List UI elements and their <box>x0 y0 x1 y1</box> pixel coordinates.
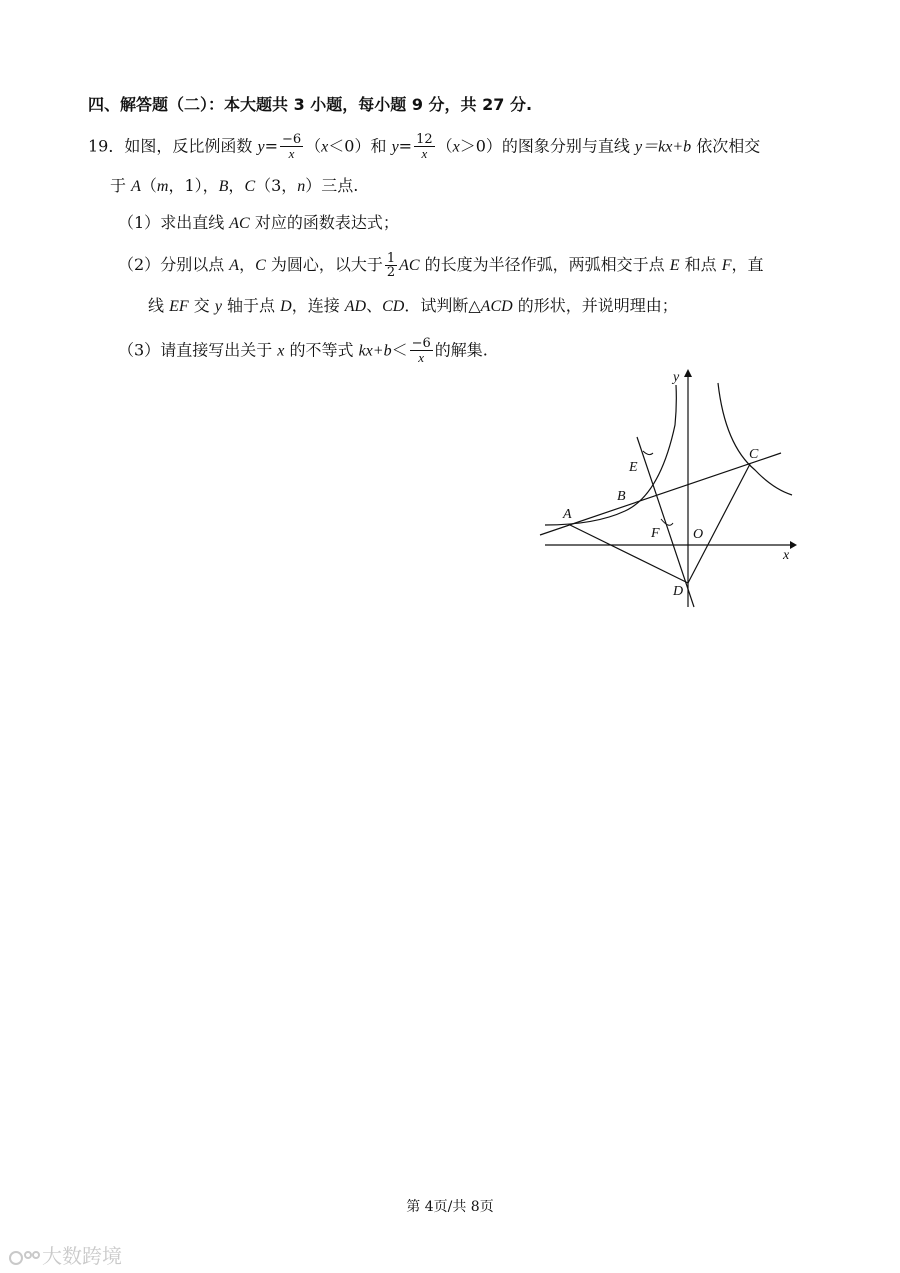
part-2-line-2 <box>148 295 678 318</box>
fraction-denominator: 2 <box>386 265 396 280</box>
stem-text: ，1）， <box>168 176 219 195</box>
line-ac <box>540 453 781 535</box>
part-text: 交 <box>188 296 215 315</box>
segment-ad-line <box>570 525 688 583</box>
triangle-acd: ACD <box>480 298 513 315</box>
point-a: A <box>131 178 141 195</box>
y-axis-arrow <box>684 369 692 377</box>
fraction-neg6-over-x <box>410 337 433 365</box>
segment-ad: AD <box>344 298 367 315</box>
part-text: 和点 <box>679 255 722 274</box>
geometry-figure <box>535 365 800 610</box>
stem-text: ）三点. <box>305 176 359 195</box>
section-title: 四、解答题（二）：本大题共 3 小题，每小题 9 分，共 27 分. <box>88 95 533 114</box>
page-footer: 第 4页/共 8页 <box>406 1199 494 1215</box>
arc-mark-e <box>643 451 653 455</box>
label-f: F <box>651 526 660 541</box>
fraction-numerator: 12 <box>416 132 433 147</box>
part-text: ．试判断△ <box>404 296 481 315</box>
part-text: 的不等式 <box>284 340 359 360</box>
line-equation: y＝kx+b <box>635 138 692 156</box>
stem-text: 如图，反比例函数 <box>124 136 258 156</box>
hyperbola-right-branch <box>718 383 792 495</box>
part-text: 、 <box>366 296 383 315</box>
part-text: 为圆心，以大于 <box>265 255 383 274</box>
fraction-numerator: −6 <box>411 336 431 351</box>
arc-mark-f <box>661 519 673 525</box>
stem-text: 于 <box>110 176 132 195</box>
fraction-numerator: −6 <box>281 132 302 147</box>
point-f: F <box>721 257 732 274</box>
fraction-neg6-over-x <box>280 133 303 161</box>
problem-stem-line-2 <box>110 175 358 198</box>
part-text: 线 <box>148 296 170 315</box>
less-than-sign: ＜ <box>391 340 408 360</box>
point-c: C <box>255 257 266 274</box>
var-x: x <box>321 138 329 156</box>
part-1 <box>118 212 399 235</box>
segment-cd: CD <box>382 298 405 315</box>
watermark-logo-icon <box>8 1247 42 1269</box>
stem-text: （3， <box>255 176 298 195</box>
equals-sign: = <box>264 136 278 156</box>
problem-number: 19． <box>88 136 125 156</box>
hyperbola-left-branch <box>545 385 676 525</box>
point-b: B <box>218 178 229 195</box>
stem-text: ， <box>228 176 245 195</box>
var-m: m <box>156 178 169 195</box>
stem-text: 依次相交 <box>691 136 761 156</box>
label-o: O <box>693 527 704 542</box>
part-text: 轴于点 <box>221 296 281 315</box>
inequality-lhs: kx+b <box>358 342 392 360</box>
point-e: E <box>669 257 680 274</box>
watermark <box>8 1240 122 1269</box>
part-text: 对应的函数表达式； <box>249 213 399 232</box>
part-text: 请直接写出关于 <box>160 340 278 360</box>
part-text: 的解集. <box>434 340 488 360</box>
part-text: 的形状，并说明理由； <box>512 296 678 315</box>
fraction-denominator: x <box>288 146 295 161</box>
point-d: D <box>280 298 292 315</box>
paren: （ <box>305 136 322 156</box>
label-x-axis: x <box>783 548 790 563</box>
point-a: A <box>229 257 240 274</box>
var-y: y <box>214 298 222 315</box>
fraction-denominator: x <box>421 146 428 161</box>
segment-ef: EF <box>169 298 189 315</box>
label-e: E <box>629 460 638 475</box>
label-c: C <box>749 447 759 462</box>
part-text: ，直 <box>731 255 764 274</box>
stem-text: ＜0）和 <box>328 136 392 156</box>
part-3 <box>118 337 488 365</box>
part-label: （3） <box>118 340 161 360</box>
label-a: A <box>563 507 572 522</box>
stem-text: ＞0）的图象分别与直线 <box>459 136 636 156</box>
part-text: ， <box>239 255 256 274</box>
label-d: D <box>673 584 684 599</box>
part-text: ，连接 <box>291 296 345 315</box>
fraction-denominator: x <box>418 350 425 365</box>
problem-stem-line-1 <box>88 133 760 161</box>
label-y-axis: y <box>673 370 680 385</box>
fraction-12-over-x <box>414 133 435 161</box>
stem-text: （ <box>140 176 157 195</box>
var-n: n <box>297 178 306 195</box>
part-label: （2） <box>118 255 161 274</box>
part-text: 分别以点 <box>160 255 230 274</box>
label-b: B <box>617 489 626 504</box>
equals-sign: = <box>398 136 413 156</box>
paren: （ <box>436 136 453 156</box>
var-y: y <box>391 138 399 156</box>
point-c: C <box>244 178 256 195</box>
part-text: 求出直线 <box>160 213 230 232</box>
var-x: x <box>452 138 460 156</box>
part-2-line-1 <box>118 252 764 279</box>
fraction-one-half <box>385 252 397 279</box>
x-axis-arrow <box>790 541 797 549</box>
var-x: x <box>277 342 285 360</box>
watermark-text: 大数跨境 <box>42 1244 122 1268</box>
segment-ac: AC <box>399 257 420 274</box>
part-label: （1） <box>118 213 161 232</box>
part-text: 的长度为半径作弧，两弧相交于点 <box>419 255 670 274</box>
fraction-numerator: 1 <box>386 251 396 266</box>
segment-ac: AC <box>229 215 250 232</box>
var-y: y <box>257 138 265 156</box>
